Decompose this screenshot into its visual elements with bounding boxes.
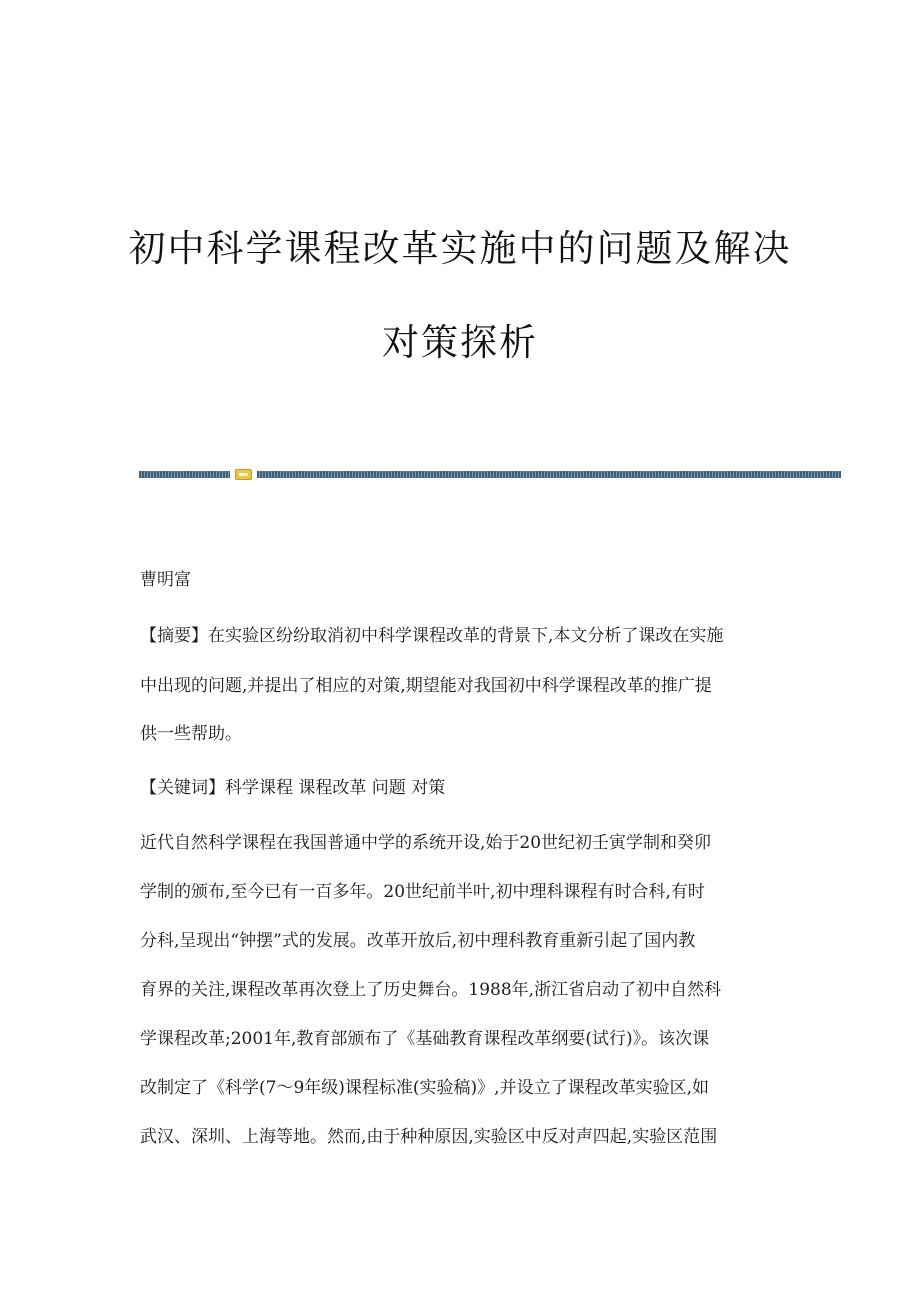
divider-bar-right [257, 471, 841, 478]
body-line: 分科,呈现出“钟摆”式的发展。改革开放后,初中理科教育重新引起了国内教 [140, 931, 696, 951]
abstract-line: 中出现的问题,并提出了相应的对策,期望能对我国初中科学课程改革的推广提 [140, 676, 712, 696]
body-line: 改制定了《科学(7～9年级)课程标准(实验稿)》,并设立了课程改革实验区,如 [140, 1078, 709, 1098]
body-line: 学制的颁布,至今已有一百多年。20世纪前半叶,初中理科课程有时合科,有时 [140, 882, 705, 902]
divider-emblem-icon [235, 469, 252, 480]
body-line: 育界的关注,课程改革再次登上了历史舞台。1988年,浙江省启动了初中自然科 [140, 980, 722, 1000]
divider-bar-left [139, 471, 230, 478]
abstract-line: 供一些帮助。 [140, 724, 242, 744]
author-name: 曹明富 [140, 570, 191, 590]
abstract-line: 【摘要】在实验区纷纷取消初中科学课程改革的背景下,本文分析了课改在实施 [140, 626, 724, 646]
title-divider [139, 469, 841, 483]
body-line: 学课程改革;2001年,教育部颁布了《基础教育课程改革纲要(试行)》。该次课 [140, 1029, 710, 1049]
body-line: 近代自然科学课程在我国普通中学的系统开设,始于20世纪初壬寅学制和癸卯 [140, 833, 712, 853]
document-title-line-1: 初中科学课程改革实施中的问题及解决 [128, 227, 792, 270]
keywords-line: 【关键词】科学课程 课程改革 问题 对策 [140, 778, 446, 798]
body-line: 武汉、深圳、上海等地。然而,由于种种原因,实验区中反对声四起,实验区范围 [140, 1127, 718, 1147]
document-title-line-2: 对策探析 [382, 321, 538, 364]
